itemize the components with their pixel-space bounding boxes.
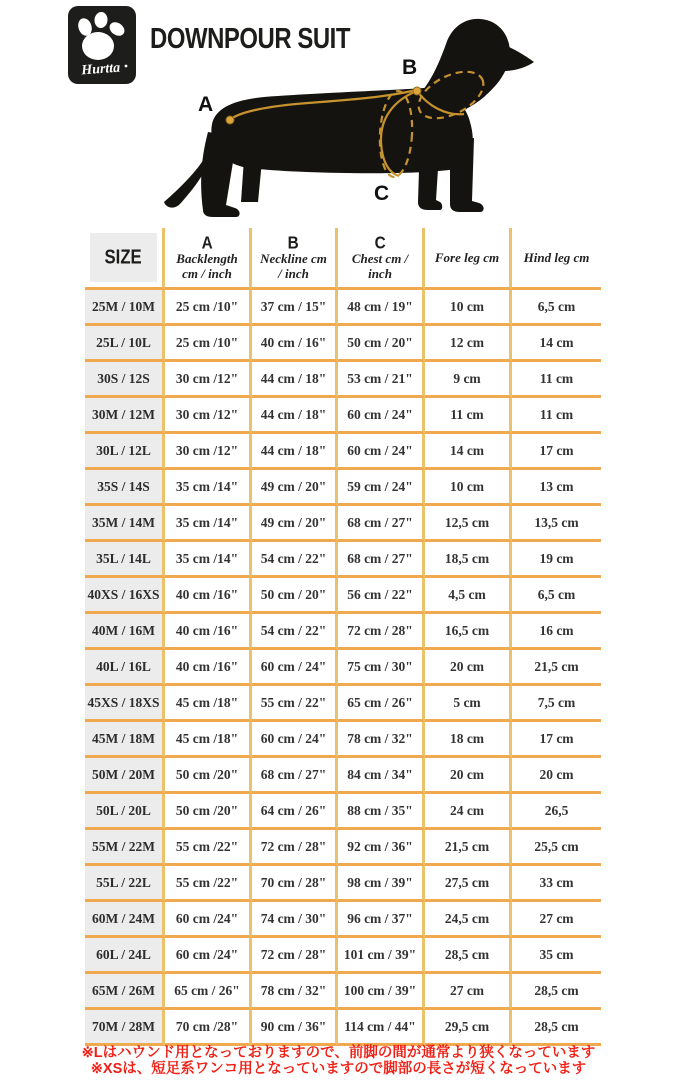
measurement-cell: 30 cm /12"	[165, 398, 252, 434]
size-cell: 25M / 10M	[85, 290, 165, 326]
measurement-cell: 56 cm / 22"	[338, 578, 425, 614]
measurement-cell: 9 cm	[425, 362, 512, 398]
page-title: DOWNPOUR SUIT	[150, 21, 350, 55]
measurement-cell: 53 cm / 21"	[338, 362, 425, 398]
size-table	[85, 228, 601, 1046]
measurement-cell: 14 cm	[512, 326, 601, 362]
measurement-cell: 16,5 cm	[425, 614, 512, 650]
measurement-cell: 18,5 cm	[425, 542, 512, 578]
measurement-cell: 72 cm / 28"	[252, 938, 338, 974]
footnotes	[0, 1045, 677, 1077]
dog-measurement-diagram	[148, 12, 550, 222]
measurement-cell: 10 cm	[425, 290, 512, 326]
size-cell: 65M / 26M	[85, 974, 165, 1010]
measurement-cell: 54 cm / 22"	[252, 614, 338, 650]
measurement-cell: 114 cm / 44"	[338, 1010, 425, 1046]
size-cell: 30M / 12M	[85, 398, 165, 434]
measurement-cell: 50 cm / 20"	[338, 326, 425, 362]
measurement-cell: 68 cm / 27"	[338, 542, 425, 578]
measurement-cell: 10 cm	[425, 470, 512, 506]
measurement-cell: 49 cm / 20"	[252, 506, 338, 542]
measurement-cell: 17 cm	[512, 722, 601, 758]
footnote-line-1: ※Lはハウンド用となっておりますので、前脚の間が通常より狭くなっています	[81, 1045, 596, 1061]
measurement-cell: 5 cm	[425, 686, 512, 722]
measurement-cell: 98 cm / 39"	[338, 866, 425, 902]
measurement-cell: 37 cm / 15"	[252, 290, 338, 326]
measurement-cell: 27,5 cm	[425, 866, 512, 902]
measurement-cell: 6,5 cm	[512, 578, 601, 614]
dachshund-silhouette-icon	[148, 12, 550, 222]
measurement-cell: 78 cm / 32"	[252, 974, 338, 1010]
measurement-cell: 12,5 cm	[425, 506, 512, 542]
measurement-cell: 30 cm /12"	[165, 362, 252, 398]
measurement-cell: 70 cm / 28"	[252, 866, 338, 902]
measurement-cell: 78 cm / 32"	[338, 722, 425, 758]
measurement-cell: 35 cm	[512, 938, 601, 974]
measurement-cell: 11 cm	[512, 362, 601, 398]
measurement-cell: 55 cm /22"	[165, 830, 252, 866]
measurement-cell: 14 cm	[425, 434, 512, 470]
measurement-cell: 60 cm / 24"	[252, 650, 338, 686]
measurement-cell: 88 cm / 35"	[338, 794, 425, 830]
measurement-cell: 44 cm / 18"	[252, 398, 338, 434]
measurement-cell: 64 cm / 26"	[252, 794, 338, 830]
measurement-cell: 72 cm / 28"	[252, 830, 338, 866]
measurement-cell: 84 cm / 34"	[338, 758, 425, 794]
column-header-chest: C Chest cm / inch	[338, 228, 425, 290]
measure-label-c: C	[374, 182, 390, 205]
paw-logo-icon	[68, 6, 136, 84]
measurement-cell: 49 cm / 20"	[252, 470, 338, 506]
size-cell: 45M / 18M	[85, 722, 165, 758]
size-header-label: SIZE	[104, 245, 143, 269]
measurement-cell: 20 cm	[425, 650, 512, 686]
measurement-cell: 7,5 cm	[512, 686, 601, 722]
measurement-cell: 29,5 cm	[425, 1010, 512, 1046]
size-cell: 60M / 24M	[85, 902, 165, 938]
measurement-cell: 59 cm / 24"	[338, 470, 425, 506]
measurement-cell: 21,5 cm	[512, 650, 601, 686]
measurement-cell: 68 cm / 27"	[252, 758, 338, 794]
measurement-cell: 74 cm / 30"	[252, 902, 338, 938]
measurement-cell: 30 cm /12"	[165, 434, 252, 470]
measurement-cell: 24,5 cm	[425, 902, 512, 938]
size-cell: 35S / 14S	[85, 470, 165, 506]
measurement-cell: 101 cm / 39"	[338, 938, 425, 974]
measurement-cell: 48 cm / 19"	[338, 290, 425, 326]
measurement-cell: 25 cm /10"	[165, 290, 252, 326]
measurement-cell: 55 cm /22"	[165, 866, 252, 902]
measure-label-b: B	[402, 56, 418, 79]
measurement-cell: 50 cm / 20"	[252, 578, 338, 614]
measurement-cell: 20 cm	[512, 758, 601, 794]
size-cell: 35M / 14M	[85, 506, 165, 542]
column-header-fore-leg: Fore leg cm	[425, 228, 512, 290]
size-cell: 50L / 20L	[85, 794, 165, 830]
measurement-cell: 90 cm / 36"	[252, 1010, 338, 1046]
measurement-cell: 40 cm /16"	[165, 614, 252, 650]
measurement-cell: 44 cm / 18"	[252, 362, 338, 398]
measurement-cell: 25,5 cm	[512, 830, 601, 866]
measurement-cell: 65 cm / 26"	[338, 686, 425, 722]
measurement-cell: 60 cm /24"	[165, 938, 252, 974]
measurement-cell: 13,5 cm	[512, 506, 601, 542]
measurement-cell: 60 cm / 24"	[338, 434, 425, 470]
size-cell: 30S / 12S	[85, 362, 165, 398]
measurement-cell: 60 cm / 24"	[252, 722, 338, 758]
measurement-cell: 26,5	[512, 794, 601, 830]
size-cell: 50M / 20M	[85, 758, 165, 794]
size-cell: 70M / 28M	[85, 1010, 165, 1046]
measurement-cell: 28,5 cm	[425, 938, 512, 974]
measurement-cell: 40 cm /16"	[165, 578, 252, 614]
measurement-cell: 18 cm	[425, 722, 512, 758]
measurement-cell: 60 cm /24"	[165, 902, 252, 938]
column-header-backlength: A Backlength cm / inch	[165, 228, 252, 290]
svg-text:Hurtta: Hurtta	[80, 60, 121, 79]
measurement-cell: 13 cm	[512, 470, 601, 506]
size-cell: 55M / 22M	[85, 830, 165, 866]
measurement-cell: 60 cm / 24"	[338, 398, 425, 434]
measurement-cell: 40 cm /16"	[165, 650, 252, 686]
measurement-cell: 35 cm /14"	[165, 506, 252, 542]
size-cell: 25L / 10L	[85, 326, 165, 362]
measurement-cell: 11 cm	[512, 398, 601, 434]
measurement-cell: 68 cm / 27"	[338, 506, 425, 542]
hurtta-logo	[68, 6, 136, 84]
measurement-cell: 6,5 cm	[512, 290, 601, 326]
measurement-cell: 12 cm	[425, 326, 512, 362]
measurement-cell: 45 cm /18"	[165, 722, 252, 758]
measurement-cell: 20 cm	[425, 758, 512, 794]
measurement-cell: 70 cm /28"	[165, 1010, 252, 1046]
measurement-cell: 33 cm	[512, 866, 601, 902]
measurement-cell: 11 cm	[425, 398, 512, 434]
measurement-cell: 21,5 cm	[425, 830, 512, 866]
measurement-cell: 4,5 cm	[425, 578, 512, 614]
measurement-cell: 27 cm	[425, 974, 512, 1010]
column-header-size	[85, 228, 165, 290]
measurement-cell: 35 cm /14"	[165, 542, 252, 578]
measurement-cell: 54 cm / 22"	[252, 542, 338, 578]
measurement-cell: 50 cm /20"	[165, 758, 252, 794]
measurement-cell: 50 cm /20"	[165, 794, 252, 830]
measurement-cell: 44 cm / 18"	[252, 434, 338, 470]
footnote-line-2: ※XSは、短足系ワンコ用となっていますので脚部の長さが短くなっています	[90, 1061, 587, 1077]
measurement-cell: 65 cm / 26"	[165, 974, 252, 1010]
size-cell: 40L / 16L	[85, 650, 165, 686]
size-cell: 40XS / 16XS	[85, 578, 165, 614]
measurement-cell: 28,5 cm	[512, 1010, 601, 1046]
measurement-cell: 16 cm	[512, 614, 601, 650]
measurement-cell: 27 cm	[512, 902, 601, 938]
measurement-cell: 96 cm / 37"	[338, 902, 425, 938]
size-cell: 30L / 12L	[85, 434, 165, 470]
size-cell: 45XS / 18XS	[85, 686, 165, 722]
measurement-cell: 72 cm / 28"	[338, 614, 425, 650]
measurement-cell: 19 cm	[512, 542, 601, 578]
measurement-cell: 35 cm /14"	[165, 470, 252, 506]
measurement-cell: 100 cm / 39"	[338, 974, 425, 1010]
measurement-cell: 55 cm / 22"	[252, 686, 338, 722]
measurement-cell: 92 cm / 36"	[338, 830, 425, 866]
column-header-hind-leg: Hind leg cm	[512, 228, 601, 290]
measurement-cell: 40 cm / 16"	[252, 326, 338, 362]
size-cell: 40M / 16M	[85, 614, 165, 650]
size-cell: 55L / 22L	[85, 866, 165, 902]
measurement-cell: 75 cm / 30"	[338, 650, 425, 686]
size-cell: 35L / 14L	[85, 542, 165, 578]
measure-label-a: A	[198, 93, 214, 116]
measurement-cell: 25 cm /10"	[165, 326, 252, 362]
measurement-cell: 45 cm /18"	[165, 686, 252, 722]
column-header-neckline: B Neckline cm / inch	[252, 228, 338, 290]
measurement-cell: 17 cm	[512, 434, 601, 470]
measurement-cell: 24 cm	[425, 794, 512, 830]
size-cell: 60L / 24L	[85, 938, 165, 974]
measurement-cell: 28,5 cm	[512, 974, 601, 1010]
